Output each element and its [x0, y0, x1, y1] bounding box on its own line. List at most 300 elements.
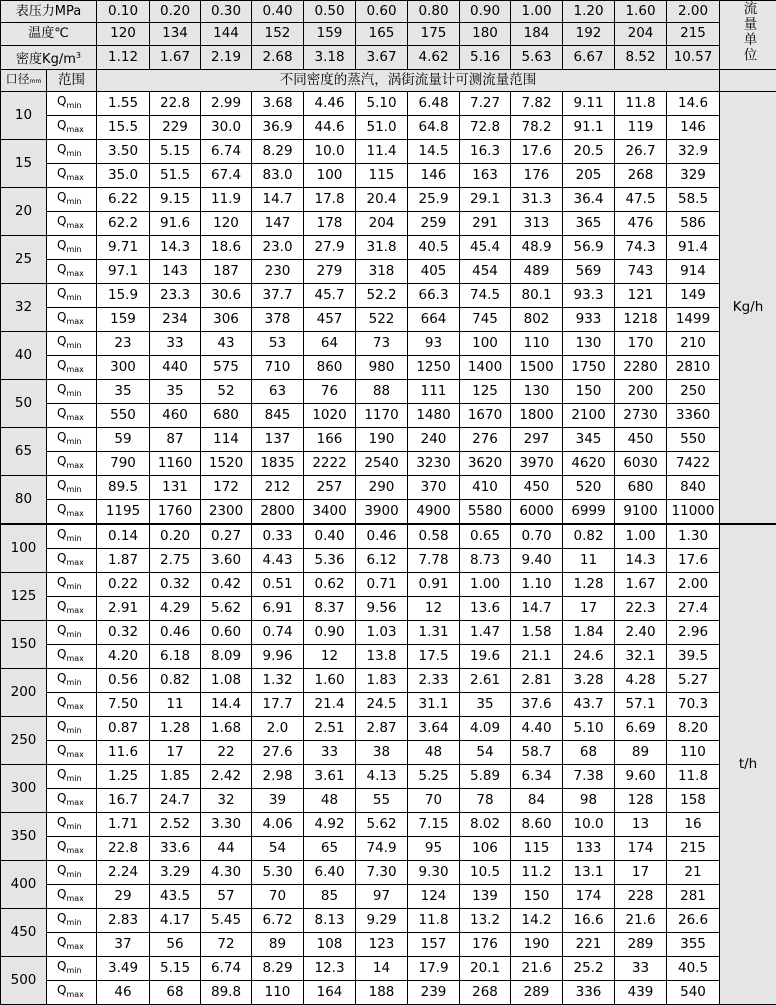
pipe-size: 65	[1, 428, 47, 476]
q-min-value: 2.00	[667, 573, 720, 597]
q-max-value: 176	[511, 164, 563, 188]
q-min-value: 4.13	[356, 765, 408, 789]
q-min-value: 9.11	[563, 92, 615, 116]
q-min-value: 5.27	[667, 669, 720, 693]
table-row	[1, 597, 776, 621]
q-min-value: 26.7	[615, 140, 667, 164]
q-min-value: 88	[356, 380, 408, 404]
q-max-value: 1480	[408, 404, 460, 428]
q-max-value: 3230	[408, 452, 460, 476]
q-max-value: 48	[408, 741, 460, 765]
q-max-value: 46	[97, 981, 150, 1005]
q-min-value: 0.71	[356, 573, 408, 597]
q-max-value: 139	[460, 885, 511, 909]
table-row	[1, 92, 776, 116]
q-max-value: 33.6	[150, 837, 201, 861]
q-max-label	[47, 212, 97, 236]
q-max-sub: max	[66, 461, 83, 470]
q-max-value: 68	[563, 741, 615, 765]
q-max-value: 2280	[615, 356, 667, 380]
q-max-value: 83.0	[252, 164, 304, 188]
density-value: 3.18	[304, 45, 356, 69]
q-min-value: 1.83	[356, 669, 408, 693]
q-min-main: Q	[57, 286, 66, 300]
table-row	[1, 332, 776, 356]
density-label: 密度$Kg/m^3$	[1, 45, 97, 69]
q-max-value: 115	[356, 164, 408, 188]
q-max-value: 67.4	[201, 164, 252, 188]
q-min-value: 14.7	[252, 188, 304, 212]
q-max-value: 790	[97, 452, 150, 476]
q-max-value: 147	[252, 212, 304, 236]
q-max-value: 24.6	[563, 645, 615, 669]
temperature-value: 180	[460, 23, 511, 45]
q-max-value: 119	[615, 116, 667, 140]
q-max-value: 313	[511, 212, 563, 236]
pipe-size: 350	[1, 813, 47, 861]
q-max-label	[47, 116, 97, 140]
q-min-value: 3.61	[304, 765, 356, 789]
q-max-value: 1195	[97, 500, 150, 525]
q-min-value: 2.52	[150, 813, 201, 837]
q-min-label	[47, 717, 97, 741]
q-max-value: 1400	[460, 356, 511, 380]
q-min-value: 8.29	[252, 957, 304, 981]
q-max-label	[47, 885, 97, 909]
q-min-value: 11.8	[615, 92, 667, 116]
q-max-value: 84	[511, 789, 563, 813]
q-max-sub: max	[66, 413, 83, 422]
q-min-sub: min	[66, 485, 81, 494]
q-min-value: 25.9	[408, 188, 460, 212]
q-min-value: 1.85	[150, 765, 201, 789]
q-max-value: 78.2	[511, 116, 563, 140]
pressure-value: 2.00	[667, 1, 720, 23]
q-min-value: 5.45	[201, 909, 252, 933]
q-min-value: 23.3	[150, 284, 201, 308]
q-min-value: 410	[460, 476, 511, 500]
q-max-value: 70	[252, 885, 304, 909]
q-min-value: 6.72	[252, 909, 304, 933]
q-min-label	[47, 813, 97, 837]
density-value: 1.12	[97, 45, 150, 69]
q-max-label	[47, 356, 97, 380]
q-max-value: 17.6	[667, 549, 720, 573]
table-row	[1, 645, 776, 669]
q-min-value: 9.15	[150, 188, 201, 212]
q-max-label	[47, 404, 97, 428]
pressure-value: 1.20	[563, 1, 615, 23]
table-row	[1, 284, 776, 308]
q-max-value: 36.9	[252, 116, 304, 140]
q-max-value: 7422	[667, 452, 720, 476]
q-min-value: 114	[201, 428, 252, 452]
q-min-value: 5.25	[408, 765, 460, 789]
q-max-value: 4.20	[97, 645, 150, 669]
table-row	[1, 837, 776, 861]
pressure-value: 0.40	[252, 1, 304, 23]
q-max-value: 68	[150, 981, 201, 1005]
q-max-value: 35.0	[97, 164, 150, 188]
q-min-value: 7.82	[511, 92, 563, 116]
q-max-value: 268	[460, 981, 511, 1005]
q-min-sub: min	[66, 630, 81, 639]
q-min-value: 21.6	[511, 957, 563, 981]
q-max-value: 22.3	[615, 597, 667, 621]
temperature-value: 144	[201, 23, 252, 45]
q-min-value: 0.65	[460, 524, 511, 549]
q-max-value: 62.2	[97, 212, 150, 236]
q-max-label	[47, 308, 97, 332]
q-max-value: 1.87	[97, 549, 150, 573]
q-max-value: 65	[304, 837, 356, 861]
q-max-value: 124	[408, 885, 460, 909]
q-max-label	[47, 981, 97, 1005]
q-min-value: 16.6	[563, 909, 615, 933]
q-max-value: 2730	[615, 404, 667, 428]
q-max-value: 91.6	[150, 212, 201, 236]
q-max-value: 57	[201, 885, 252, 909]
q-max-label	[47, 693, 97, 717]
q-min-value: 297	[511, 428, 563, 452]
q-min-value: 210	[667, 332, 720, 356]
q-min-value: 0.60	[201, 621, 252, 645]
q-max-main: Q	[57, 262, 66, 276]
q-max-value: 95	[408, 837, 460, 861]
q-max-label	[47, 645, 97, 669]
q-max-value: 1520	[201, 452, 252, 476]
q-max-value: 37	[97, 933, 150, 957]
q-min-main: Q	[57, 863, 66, 877]
q-min-value: 2.96	[667, 621, 720, 645]
q-max-value: 164	[304, 981, 356, 1005]
q-min-sub: min	[66, 726, 81, 735]
q-max-value: 8.73	[460, 549, 511, 573]
q-max-value: 143	[150, 260, 201, 284]
q-max-value: 21.1	[511, 645, 563, 669]
q-max-value: 460	[150, 404, 201, 428]
q-max-value: 55	[356, 789, 408, 813]
pipe-size: 80	[1, 476, 47, 525]
q-max-sub: max	[66, 942, 83, 951]
q-min-value: 6.74	[201, 140, 252, 164]
q-max-value: 205	[563, 164, 615, 188]
q-min-sub: min	[66, 870, 81, 879]
q-min-value: 18.6	[201, 236, 252, 260]
q-min-value: 63	[252, 380, 304, 404]
density-value: 2.68	[252, 45, 304, 69]
q-max-value: 98	[563, 789, 615, 813]
q-max-value: 2300	[201, 500, 252, 525]
q-max-value: 439	[615, 981, 667, 1005]
q-max-value: 457	[304, 308, 356, 332]
q-min-value: 110	[511, 332, 563, 356]
diameter-label: 口径mm	[1, 70, 47, 92]
q-min-value: 58.5	[667, 188, 720, 212]
q-max-value: 78	[460, 789, 511, 813]
table-row	[1, 861, 776, 885]
temperature-value: 152	[252, 23, 304, 45]
q-min-value: 4.92	[304, 813, 356, 837]
q-min-value: 2.61	[460, 669, 511, 693]
q-min-sub: min	[66, 437, 81, 446]
q-min-value: 5.15	[150, 957, 201, 981]
q-max-value: 1500	[511, 356, 563, 380]
q-min-value: 2.83	[97, 909, 150, 933]
q-min-value: 131	[150, 476, 201, 500]
q-min-value: 52	[201, 380, 252, 404]
q-max-value: 845	[252, 404, 304, 428]
q-min-label	[47, 140, 97, 164]
q-max-value: 56	[150, 933, 201, 957]
table-row	[1, 308, 776, 332]
q-max-value: 710	[252, 356, 304, 380]
pressure-value: 1.00	[511, 1, 563, 23]
q-max-value: 1160	[150, 452, 201, 476]
q-min-main: Q	[57, 575, 66, 589]
q-min-value: 0.82	[150, 669, 201, 693]
table-row	[1, 909, 776, 933]
q-min-value: 0.70	[511, 524, 563, 549]
q-min-label	[47, 957, 97, 981]
q-max-value: 72	[201, 933, 252, 957]
q-min-value: 11.2	[511, 861, 563, 885]
q-min-value: 14.3	[150, 236, 201, 260]
pipe-size: 50	[1, 380, 47, 428]
q-max-value: 234	[150, 308, 201, 332]
temperature-value: 165	[356, 23, 408, 45]
q-max-value: 108	[304, 933, 356, 957]
q-max-value: 70	[408, 789, 460, 813]
table-row	[1, 236, 776, 260]
q-max-main: Q	[57, 695, 66, 709]
q-max-value: 24.5	[356, 693, 408, 717]
q-max-value: 1760	[150, 500, 201, 525]
q-max-value: 35	[460, 693, 511, 717]
q-min-value: 59	[97, 428, 150, 452]
pressure-value: 0.60	[356, 1, 408, 23]
pressure-row	[1, 1, 776, 23]
pipe-size: 450	[1, 909, 47, 957]
q-min-value: 550	[667, 428, 720, 452]
table-row	[1, 428, 776, 452]
q-max-value: 378	[252, 308, 304, 332]
q-min-value: 137	[252, 428, 304, 452]
table-row	[1, 212, 776, 236]
q-min-value: 29.1	[460, 188, 511, 212]
q-min-value: 121	[615, 284, 667, 308]
q-max-value: 5.36	[304, 549, 356, 573]
q-max-value: 13.8	[356, 645, 408, 669]
q-min-value: 0.82	[563, 524, 615, 549]
q-min-value: 9.29	[356, 909, 408, 933]
q-min-value: 0.62	[304, 573, 356, 597]
q-min-value: 1.10	[511, 573, 563, 597]
q-max-value: 11	[563, 549, 615, 573]
pipe-size: 500	[1, 957, 47, 1005]
q-min-value: 87	[150, 428, 201, 452]
q-min-value: 212	[252, 476, 304, 500]
pressure-value: 0.20	[150, 1, 201, 23]
q-max-value: 17	[563, 597, 615, 621]
q-max-main: Q	[57, 983, 66, 997]
q-min-value: 47.5	[615, 188, 667, 212]
q-min-value: 3.29	[150, 861, 201, 885]
q-min-label	[47, 284, 97, 308]
q-max-value: 38	[356, 741, 408, 765]
q-max-value: 2.75	[150, 549, 201, 573]
q-max-value: 133	[563, 837, 615, 861]
q-max-value: 1170	[356, 404, 408, 428]
q-max-value: 3620	[460, 452, 511, 476]
temperature-value: 120	[97, 23, 150, 45]
q-max-label	[47, 452, 97, 476]
q-min-value: 93.3	[563, 284, 615, 308]
q-max-value: 13.6	[460, 597, 511, 621]
q-min-value: 1.67	[615, 573, 667, 597]
q-min-value: 1.31	[408, 621, 460, 645]
q-min-value: 36.4	[563, 188, 615, 212]
q-max-value: 5.62	[201, 597, 252, 621]
q-max-value: 1499	[667, 308, 720, 332]
q-max-main: Q	[57, 935, 66, 949]
q-min-value: 6.34	[511, 765, 563, 789]
q-max-value: 289	[615, 933, 667, 957]
table-row	[1, 404, 776, 428]
q-max-value: 2540	[356, 452, 408, 476]
density-value: 1.67	[150, 45, 201, 69]
q-min-value: 1.28	[150, 717, 201, 741]
q-max-value: 914	[667, 260, 720, 284]
table-row	[1, 621, 776, 645]
q-max-main: Q	[57, 502, 66, 516]
q-max-value: 51.0	[356, 116, 408, 140]
q-max-value: 6.12	[356, 549, 408, 573]
q-min-value: 4.40	[511, 717, 563, 741]
q-min-sub: min	[66, 582, 81, 591]
q-max-value: 281	[667, 885, 720, 909]
q-max-sub: max	[66, 702, 83, 711]
q-min-value: 30.6	[201, 284, 252, 308]
q-min-value: 23.0	[252, 236, 304, 260]
q-max-value: 4.43	[252, 549, 304, 573]
pipe-size: 40	[1, 332, 47, 380]
q-min-main: Q	[57, 238, 66, 252]
q-min-value: 14.2	[511, 909, 563, 933]
q-min-value: 0.40	[304, 524, 356, 549]
table-row	[1, 981, 776, 1005]
q-max-value: 4900	[408, 500, 460, 525]
q-max-value: 365	[563, 212, 615, 236]
q-max-value: 522	[356, 308, 408, 332]
density-value: 6.67	[563, 45, 615, 69]
q-min-value: 2.40	[615, 621, 667, 645]
q-max-value: 115	[511, 837, 563, 861]
q-min-value: 0.91	[408, 573, 460, 597]
q-max-value: 1250	[408, 356, 460, 380]
q-max-main: Q	[57, 358, 66, 372]
q-max-value: 440	[150, 356, 201, 380]
q-max-sub: max	[66, 894, 83, 903]
q-max-value: 289	[511, 981, 563, 1005]
q-min-value: 257	[304, 476, 356, 500]
q-max-value: 291	[460, 212, 511, 236]
q-max-value: 476	[615, 212, 667, 236]
q-min-main: Q	[57, 959, 66, 973]
q-min-value: 0.27	[201, 524, 252, 549]
q-min-value: 0.46	[356, 524, 408, 549]
q-min-value: 27.9	[304, 236, 356, 260]
q-max-value: 8.09	[201, 645, 252, 669]
q-min-value: 8.29	[252, 140, 304, 164]
q-min-value: 125	[460, 380, 511, 404]
q-min-label	[47, 861, 97, 885]
q-min-value: 1.68	[201, 717, 252, 741]
q-max-value: 21.4	[304, 693, 356, 717]
q-min-value: 23	[97, 332, 150, 356]
q-min-value: 2.81	[511, 669, 563, 693]
q-max-sub: max	[66, 798, 83, 807]
q-max-value: 123	[356, 933, 408, 957]
q-min-value: 35	[150, 380, 201, 404]
q-min-label	[47, 332, 97, 356]
q-min-value: 31.3	[511, 188, 563, 212]
q-max-value: 64.8	[408, 116, 460, 140]
q-min-value: 5.62	[356, 813, 408, 837]
q-min-value: 40.5	[667, 957, 720, 981]
q-min-value: 5.10	[563, 717, 615, 741]
q-max-value: 6030	[615, 452, 667, 476]
q-max-value: 259	[408, 212, 460, 236]
q-min-value: 1.60	[304, 669, 356, 693]
q-max-value: 336	[563, 981, 615, 1005]
table-row	[1, 669, 776, 693]
q-min-value: 66.3	[408, 284, 460, 308]
table-row	[1, 524, 776, 549]
q-min-value: 76	[304, 380, 356, 404]
table-row	[1, 693, 776, 717]
q-min-sub: min	[66, 389, 81, 398]
q-min-value: 11.9	[201, 188, 252, 212]
q-max-value: 14.3	[615, 549, 667, 573]
q-max-value: 239	[408, 981, 460, 1005]
q-max-value: 188	[356, 981, 408, 1005]
q-max-value: 24.7	[150, 789, 201, 813]
q-max-value: 17.7	[252, 693, 304, 717]
q-min-value: 4.28	[615, 669, 667, 693]
q-min-value: 1.71	[97, 813, 150, 837]
q-min-value: 0.58	[408, 524, 460, 549]
q-min-value: 48.9	[511, 236, 563, 260]
density-value: 4.62	[408, 45, 460, 69]
q-min-main: Q	[57, 911, 66, 925]
q-max-value: 11.6	[97, 741, 150, 765]
q-max-main: Q	[57, 887, 66, 901]
q-min-value: 250	[667, 380, 720, 404]
q-min-value: 130	[563, 332, 615, 356]
q-max-value: 17	[150, 741, 201, 765]
q-min-sub: min	[66, 678, 81, 687]
q-min-value: 1.30	[667, 524, 720, 549]
q-max-value: 22.8	[97, 837, 150, 861]
q-max-value: 2222	[304, 452, 356, 476]
q-min-value: 22.8	[150, 92, 201, 116]
q-min-value: 6.22	[97, 188, 150, 212]
q-max-value: 51.5	[150, 164, 201, 188]
q-min-main: Q	[57, 719, 66, 733]
q-min-value: 1.00	[460, 573, 511, 597]
temperature-value: 159	[304, 23, 356, 45]
